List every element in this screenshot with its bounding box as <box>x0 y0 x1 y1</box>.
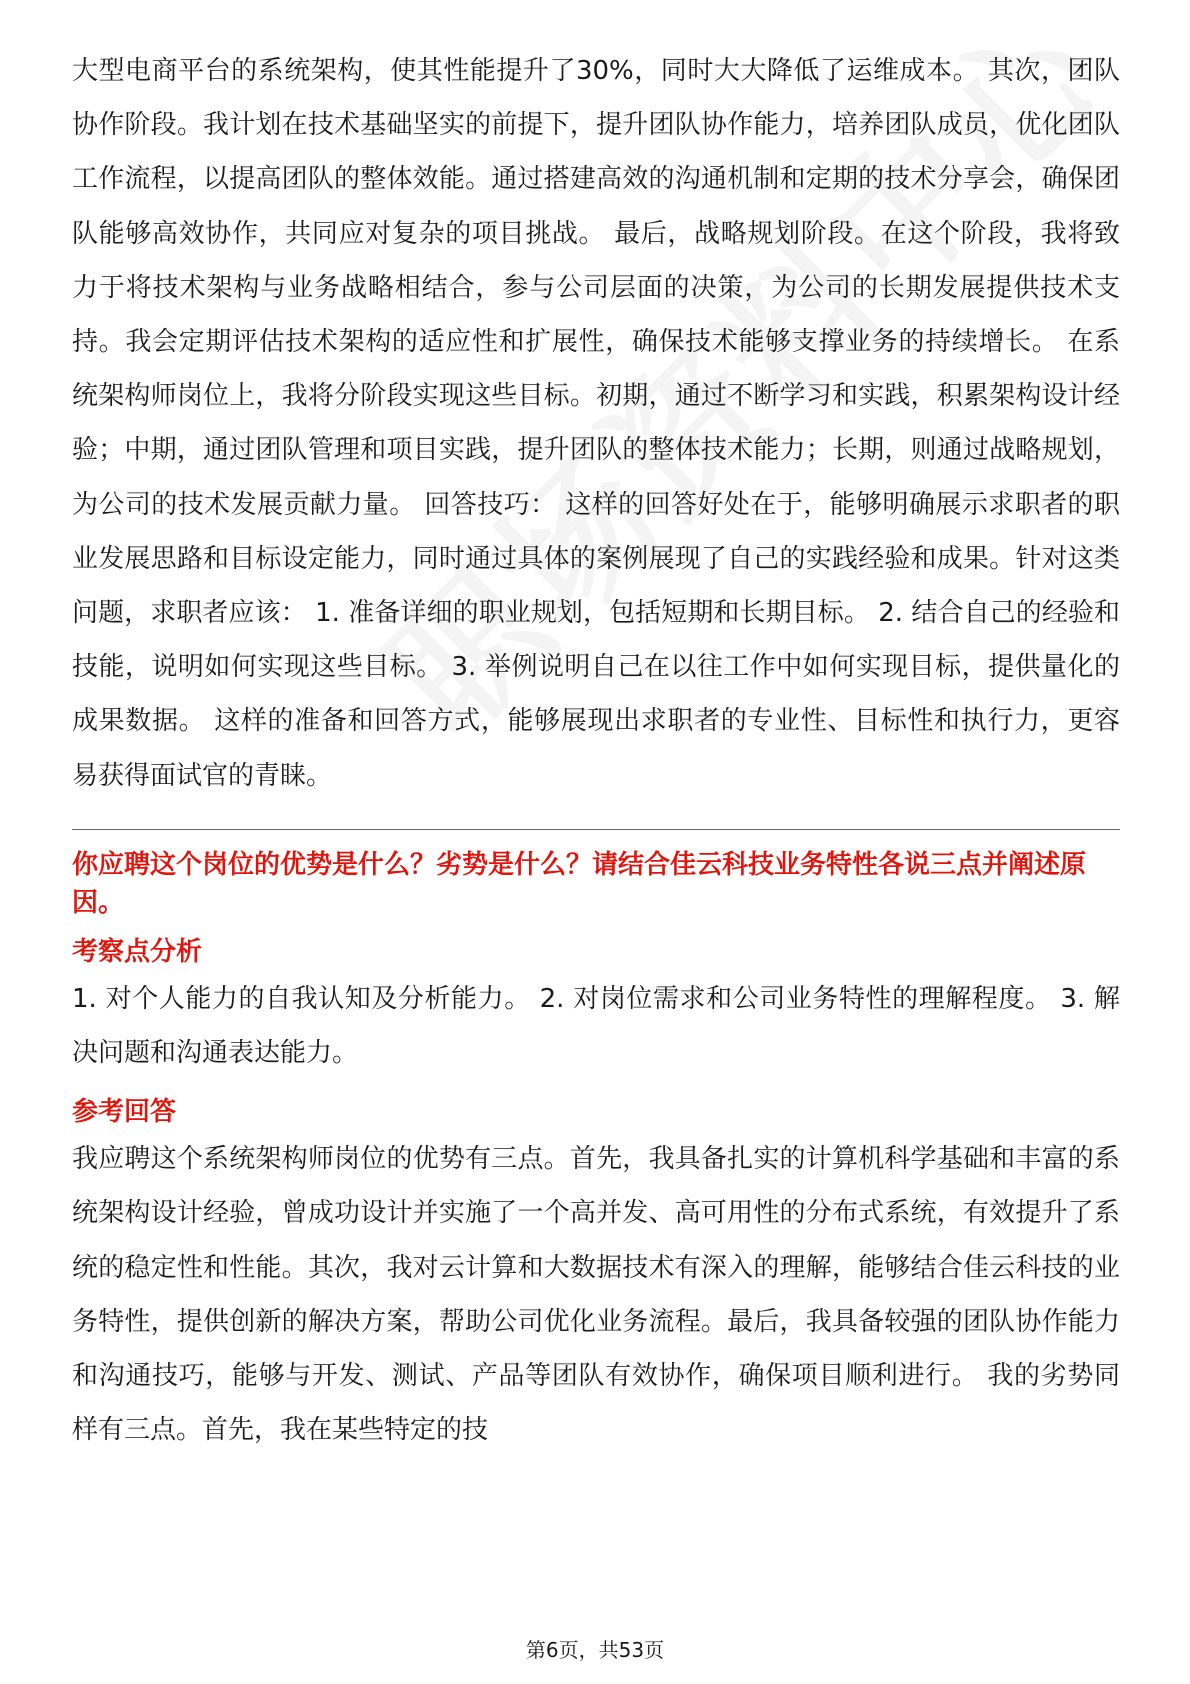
document-page <box>72 44 1120 1457</box>
answer-text: 我应聘这个系统架构师岗位的优势有三点。首先，我具备扎实的计算机科学基础和丰富的系统架构设计经验，曾成功设计并实施了一个高并发、高可用性的分布式系统，有效提升了系统的稳定性和性能。其次，我对云计算和大数据技术有深入的理解，能够结合佳云科技的业务特性，提供创新的解决方案，帮助公司优化业务流程。最后，我具备较强的团队协作能力和沟通技巧，能够与开发、测试、产品等团队有效协作，确保项目顺利进行。 我的劣势同样有三点。首先，我在某些特定的技 <box>72 1144 1120 1446</box>
answer-heading: 参考回答 <box>72 1097 177 1128</box>
interview-question: 你应聘这个岗位的优势是什么？劣势是什么？请结合佳云科技业务特性各说三点并阐述原因。 <box>72 849 1087 918</box>
intro-paragraph: 大型电商平台的系统架构，使其性能提升了30%，同时大大降低了运维成本。 其次，团队协作阶段。我计划在技术基础坚实的前提下，提升团队协作能力，培养团队成员，优化团队工作流程，以提高团队的整体效能。通过搭建高效的沟通机制和定期的技术分享会，确保团队能够高效协作，共同应对复杂的项目挑战。 最后，战略规划阶段。在这个阶段，我将致力于将技术架构与业务战略相结合，参与公司层面的决策，为公司的长期发展提供技术支持。我会定期评估技术架构的适应性和扩展性，确保技术能够支撑业务的持续增长。 在系统架构师岗位上，我将分阶段实现这些目标。初期，通过不断学习和实践，积累架构设计经验；中期，通过团队管理和项目实践，提升团队的整体技术能力；长期，则通过战略规划，为公司的技术发展贡献力量。 回答技巧： 这样的回答好处在于，能够明确展示求职者的职业发展思路和目标设定能力，同时通过具体的案例展现了自己的实践经验和成果。针对这类问题，求职者应该： 1. 准备详细的职业规划，包括短期和长期目标。 2. 结合自己的经验和技能，说明如何实现这些目标。 3. 举例说明自己在以往工作中如何实现目标，提供量化的成果数据。 这样的准备和回答方式，能够展现出求职者的专业性、目标性和执行力，更容易获得面试官的青睐。 <box>72 56 1120 791</box>
page-number: 第6页，共53页 <box>525 1638 665 1662</box>
analysis-heading: 考察点分析 <box>72 936 203 967</box>
analysis-text: 1. 对个人能力的自我认知及分析能力。 2. 对岗位需求和公司业务特性的理解程度。 3. 解决问题和沟通表达能力。 <box>72 983 1120 1069</box>
section-divider <box>72 829 1120 830</box>
